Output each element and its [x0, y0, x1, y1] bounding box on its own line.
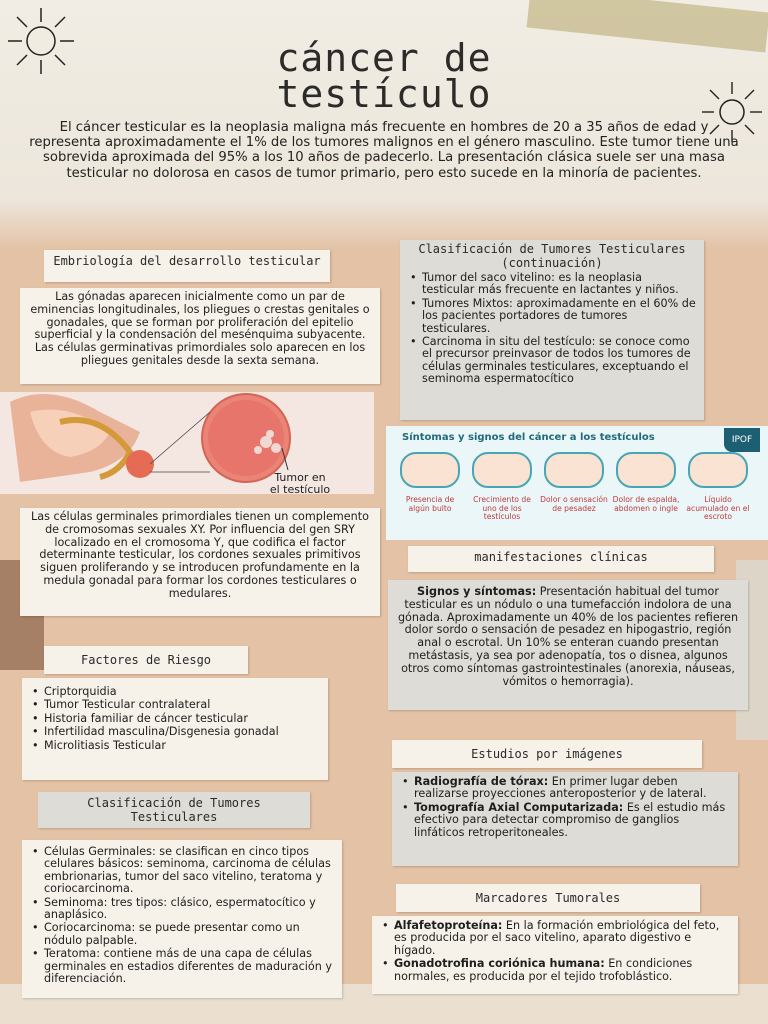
marcadores-list	[380, 920, 730, 983]
symptom-label: Presencia de algún bulto	[405, 495, 455, 513]
ipof-logo: IPOF	[724, 428, 760, 452]
symptoms-illustration	[386, 426, 768, 540]
list-item: • Células Germinales: se clasifican en cinco tipos celulares básicos: seminoma, carcinoma de células embrionarias, tumor del saco vitelino, teratoma y coriocarcinoma.	[30, 846, 334, 896]
estudios-lead-2: Tomografía Axial Computarizada:	[414, 800, 624, 814]
symptom-label: Líquido acumulado en el escroto	[686, 495, 750, 522]
symptoms-title: Síntomas y signos del cáncer a los testículos	[402, 432, 655, 443]
list-item: • Criptorquidia	[30, 686, 320, 698]
clasificacion-cont-card	[400, 240, 704, 420]
list-item: • Microlitiasis Testicular	[30, 740, 320, 752]
symptom-label: Crecimiento de uno de los testículos	[473, 495, 531, 522]
symptom-card-crecimiento	[472, 452, 532, 488]
list-item: • Carcinoma in situ del testículo: se conoce como el precursor preinvasor de todos los tumores de células germinales testiculares, exceptuando el seminoma espermatocítico	[408, 336, 696, 386]
symptom-card-dolor	[544, 452, 604, 488]
marcadores-heading: Marcadores Tumorales	[396, 884, 700, 912]
factores-heading: Factores de Riesgo	[44, 646, 248, 674]
symptom-card-espalda	[616, 452, 676, 488]
clasificacion-list	[30, 846, 334, 985]
list-item: • Coriocarcinoma: se puede presentar como un nódulo palpable.	[30, 922, 334, 947]
list-item: • Tumor Testicular contralateral	[30, 699, 320, 711]
list-item: • Infertilidad masculina/Disgenesia gonadal	[30, 726, 320, 738]
manifestaciones-lead: Signos y síntomas:	[417, 585, 537, 598]
embriologia-text-1: Las gónadas aparecen inicialmente como un par de eminencias longitudinales, los pliegues o crestas genitales o gonadales, que se forman por proliferación del epitelio superficial y la condensación del mesénquima subyacente. Las células germinativas primordiales solo aparecen en los pliegues genitales desde la sexta semana.	[20, 288, 380, 384]
estudios-lead-1: Radiografía de tórax:	[414, 775, 549, 788]
list-item: • Historia familiar de cáncer testicular	[30, 713, 320, 725]
marcadores-text-1: En la formación embriológica del feto, es producida por el saco vitelino, aparato digestivo e hígado.	[394, 919, 720, 957]
clasificacion-cont-heading: Clasificación de Tumores Testiculares (continuación)	[418, 242, 686, 270]
title-line-2: testículo	[276, 72, 492, 116]
estudios-text-2: Es el estudio más efectivo para detectar compromiso de ganglios linfáticos retroperitoneales.	[414, 800, 726, 839]
clasificacion-heading: Clasificación de Tumores Testiculares	[38, 792, 310, 828]
embriologia-text-2: Las células germinales primordiales tienen un complemento de cromosomas sexuales XY. Por influencia del gen SRY localizado en el cromosoma Y, que codifica el factor determinante testicular, los cordones sexuales primitivos siguen proliferando y se introducen profundamente en la medula gonadal para formar los cordones testiculares o medulares.	[20, 508, 380, 616]
estudios-list	[400, 776, 730, 839]
intro-paragraph: El cáncer testicular es la neoplasia maligna más frecuente en hombres de 20 a 35 años de edad y representa aproximadamente el 1% de los tumores malignos en el género masculino. Este tumor tiene una sobrevida aproximada del 95% a los 10 años de padecerlo. La presentación clásica suele ser una masa testicular no dolorosa en casos de tumor primario, pero esto sucede en la minoría de pacientes.	[29, 120, 739, 181]
title-line-1: cáncer de	[276, 36, 492, 80]
factores-list	[30, 686, 320, 752]
page-title	[0, 36, 768, 116]
embriologia-heading: Embriología del desarrollo testicular	[44, 250, 330, 282]
list-item: • Tumores Mixtos: aproximadamente en el 60% de los pacientes portadores de tumores testiculares.	[408, 298, 696, 335]
estudios-card	[392, 772, 738, 866]
anatomy-illustration	[0, 392, 374, 494]
manifestaciones-text: Presentación habitual del tumor testicular es un nódulo o una tumefacción indolora de una gónada. Aproximadamente un 40% de los pacientes refieren dolor sordo o sensación de pesadez en hipogastrio, región anal o escrotal. Un 10% se enteran cuando presentan metástasis, ya sea por adenopatía, tos o disnea, algunos otros como síntomas gastrointestinales (anorexia, náuseas, vómitos o hemorragia).	[397, 585, 739, 688]
symptom-card-bulto	[400, 452, 460, 488]
anatomy-caption-line-2: el testículo	[269, 483, 331, 494]
manifestaciones-card	[388, 580, 748, 710]
marcadores-card	[372, 916, 738, 994]
list-item: • Tumor del saco vitelino: es la neoplasia testicular más frecuente en lactantes y niños.	[408, 272, 696, 297]
clasificacion-cont-list	[408, 272, 696, 386]
list-item	[380, 920, 730, 957]
anatomy-caption-line-1: Tumor en	[274, 471, 326, 484]
symptom-label: Dolor de espalda, abdomen o ingle	[612, 495, 680, 513]
estudios-heading: Estudios por imágenes	[392, 740, 702, 768]
marcadores-text-2: En condiciones normales, es producida por el tejido trofoblástico.	[394, 957, 693, 983]
list-item: • Teratoma: contiene más de una capa de células germinales en estadios diferentes de maduración y diferenciación.	[30, 948, 334, 985]
symptom-label: Dolor o sensación de pesadez	[540, 495, 608, 513]
marcadores-lead-2: Gonadotrofina coriónica humana:	[394, 957, 605, 971]
list-item	[400, 802, 730, 839]
factores-list-card	[22, 678, 328, 780]
anatomy-caption	[250, 472, 350, 494]
list-item	[380, 958, 730, 983]
estudios-text-1: En primer lugar deben realizarse proyecciones anteroposterior y de lateral.	[414, 775, 707, 801]
list-item: • Seminoma: tres tipos: clásico, espermatocítico y anaplásico.	[30, 897, 334, 922]
list-item	[400, 776, 730, 801]
symptom-card-liquido	[688, 452, 748, 488]
clasificacion-list-card	[22, 840, 342, 998]
marcadores-lead-1: Alfafetoproteína:	[394, 919, 503, 932]
manifestaciones-heading: manifestaciones clínicas	[408, 546, 714, 572]
